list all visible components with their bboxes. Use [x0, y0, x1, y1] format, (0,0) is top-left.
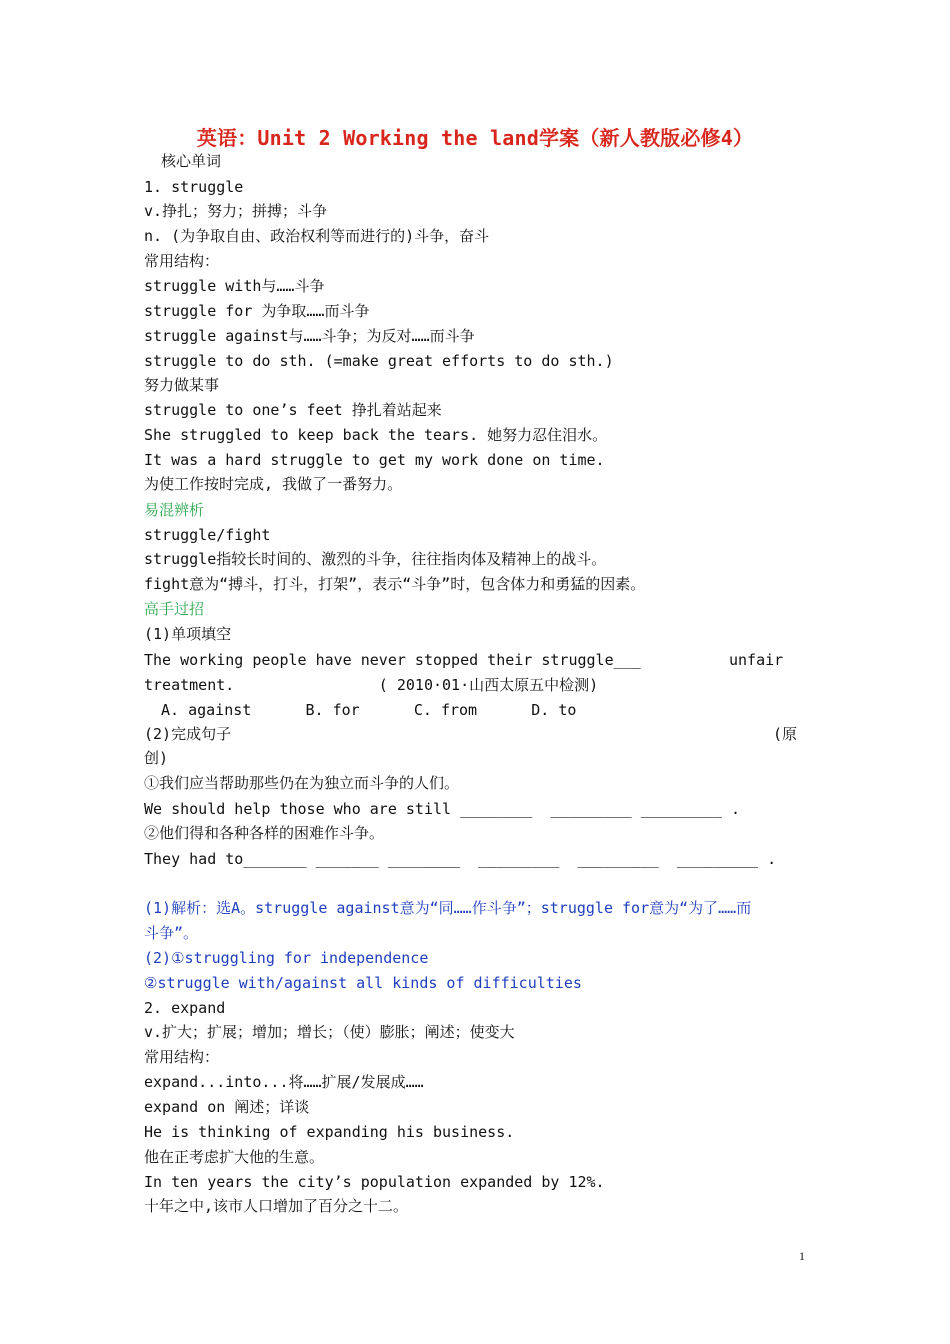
- section-heading-core-words: 核心单词: [161, 152, 222, 170]
- exercise-label: (2)完成句子: [144, 725, 232, 743]
- structure-line: struggle with与……斗争: [144, 277, 325, 295]
- exercise-question: The working people have never stopped their struggle___: [144, 651, 641, 669]
- verb-definition: v.扩大；扩展；增加；增长；（使）膨胀；阐述；使变大: [144, 1023, 515, 1041]
- structure-line: struggle to do sth. (=make great efforts to do sth.): [144, 352, 614, 370]
- structure-line: struggle for 为争取……而斗争: [144, 302, 370, 320]
- page-number: 1: [799, 1249, 805, 1263]
- exercise-item: ①我们应当帮助那些仍在为独立而斗争的人们。: [144, 774, 460, 792]
- confusable-explanation: fight意为“搏斗，打斗，打架”，表示“斗争”时，包含体力和勇猛的因素。: [144, 575, 646, 593]
- answer-explanation: (1)解析：选A。struggle against意为“同……作斗争”；struggle for意为“为了……而: [144, 899, 752, 917]
- confusable-pair: struggle/fight: [144, 526, 271, 544]
- example-sentence: He is thinking of expanding his business.: [144, 1123, 515, 1141]
- common-structures-label: 常用结构：: [144, 1048, 220, 1066]
- answer-explanation: 斗争”。: [144, 924, 199, 942]
- section-heading-practice: 高手过招: [144, 600, 205, 618]
- exercise-source: 创): [144, 749, 169, 767]
- noun-definition: n. (为争取自由、政治权利等而进行的)斗争，奋斗: [144, 227, 490, 245]
- example-translation: 为使工作按时完成, 我做了一番努力。: [144, 475, 403, 493]
- exercise-question-end: unfair: [729, 651, 784, 669]
- exercise-source: (原: [773, 725, 798, 743]
- example-translation: 十年之中,该市人口增加了百分之十二。: [144, 1197, 409, 1215]
- structure-meaning: 努力做某事: [144, 376, 220, 394]
- verb-definition: v.挣扎；努力；拼搏；斗争: [144, 202, 328, 220]
- structure-line: struggle against与……斗争；为反对……而斗争: [144, 327, 475, 345]
- example-sentence: She struggled to keep back the tears. 她努力忍住泪水。: [144, 426, 608, 444]
- example-sentence: In ten years the city’s population expanded by 12%.: [144, 1173, 605, 1191]
- exercise-options: A. against B. for C. from D. to: [161, 701, 577, 719]
- document-title: 英语：Unit 2 Working the land学案（新人教版必修4）: [196, 126, 754, 150]
- structure-line: expand on 阐述；详谈: [144, 1098, 310, 1116]
- exercise-blank-line: They had to_______ _______ ________ _________ _________ _________ .: [144, 850, 777, 868]
- confusable-explanation: struggle指较长时间的、激烈的斗争，往往指肉体及精神上的战斗。: [144, 550, 607, 568]
- example-translation: 他在正考虑扩大他的生意。: [144, 1148, 325, 1166]
- common-structures-label: 常用结构：: [144, 252, 220, 270]
- example-sentence: It was a hard struggle to get my work done on time.: [144, 451, 605, 469]
- exercise-label: (1)单项填空: [144, 625, 232, 643]
- word-heading-expand: 2. expand: [144, 999, 226, 1017]
- exercise-blank-line: We should help those who are still ________ _________ _________ .: [144, 800, 741, 818]
- word-heading-struggle: 1. struggle: [144, 178, 244, 196]
- answer-line: ②struggle with/against all kinds of difficulties: [144, 974, 582, 992]
- structure-line: expand...into...将……扩展/发展成……: [144, 1073, 424, 1091]
- structure-line: struggle to one’s feet 挣扎着站起来: [144, 401, 442, 419]
- answer-line: (2)①struggling for independence: [144, 949, 429, 967]
- exercise-question: treatment. ( 2010·01·山西太原五中检测): [144, 676, 599, 694]
- section-heading-confusables: 易混辨析: [144, 501, 205, 519]
- exercise-item: ②他们得和各种各样的困难作斗争。: [144, 824, 385, 842]
